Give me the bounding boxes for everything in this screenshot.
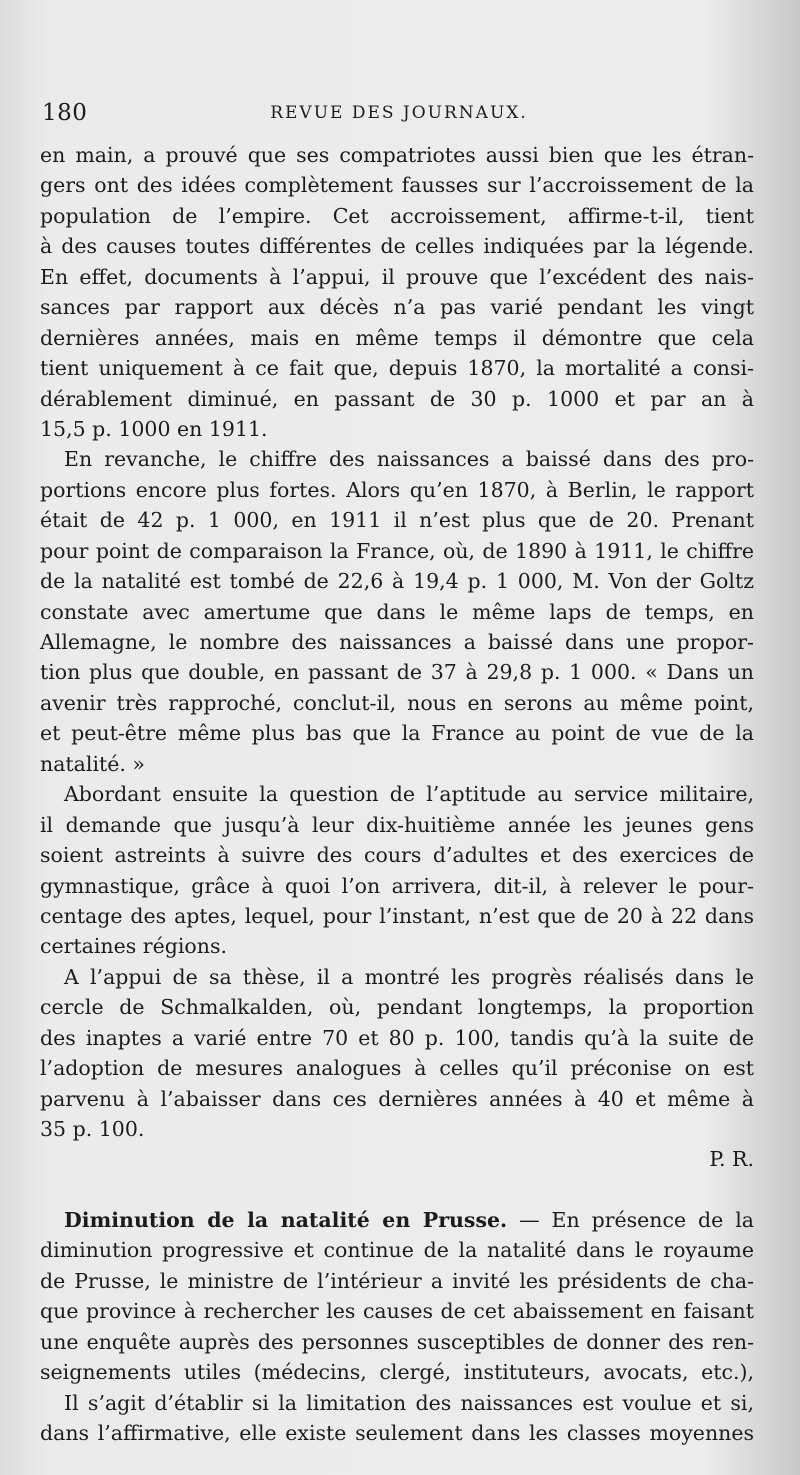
text-line: de Prusse, le ministre de l’intérieur a invité les présidents de cha- [40, 1268, 754, 1293]
section-gap [40, 1175, 754, 1205]
text-line: En revanche, le chiffre des naissances a baissé dans des pro- [64, 447, 754, 472]
text-line: population de l’empire. Cet accroissement, affirme-t-il, tient [40, 203, 754, 228]
text-line: des inaptes a varié entre 70 et 80 p. 100, tandis qu’à la suite de [40, 1025, 754, 1050]
text-line: et peut-être même plus bas que la France au point de vue de la [40, 721, 754, 746]
text-line: sances par rapport aux décès n’a pas varié pendant les vingt [40, 295, 754, 320]
text-line: il demande que jusqu’à leur dix-huitième année les jeunes gens [40, 812, 754, 837]
running-head [42, 100, 756, 134]
paragraph-continuation [40, 140, 754, 444]
text-line: l’adoption de mesures analogues à celles qu’il préconise on est [40, 1056, 754, 1081]
text-line: de la natalité est tombé de 22,6 à 19,4 p. 1 000, M. Von der Goltz [40, 569, 754, 594]
text-line: dernières années, mais en même temps il démontre que cela [40, 325, 754, 350]
page-number: 180 [42, 100, 88, 126]
text-line: que province à rechercher les causes de cet abaissement en faisant [40, 1299, 754, 1324]
text-line: dans l’affirmative, elle existe seulement dans les classes moyennes [40, 1420, 754, 1445]
paragraph-natality-comparison [40, 444, 754, 779]
text-line: En effet, documents à l’appui, il prouve que l’excédent des nais- [40, 264, 754, 289]
text-line: 35 p. 100. [40, 1117, 145, 1141]
section-heading-continuation: — En présence de la [507, 1207, 754, 1232]
text-line: natalité. » [40, 751, 145, 776]
author-signature: P. R. [709, 1147, 754, 1172]
text-line: A l’appui de sa thèse, il a montré les progrès réalisés dans le [64, 964, 754, 989]
text-line: dérablement diminué, en passant de 30 p. 1000 et par an à [40, 386, 754, 411]
text-line: portions encore plus fortes. Alors qu’en 1870, à Berlin, le rapport [40, 477, 754, 502]
text-line: soient astreints à suivre des cours d’adultes et des exercices de [40, 843, 754, 868]
paragraph-schmalkalden [40, 962, 754, 1145]
text-line: gers ont des idées complètement fausses sur l’accroissement de la [40, 173, 754, 198]
text-line: parvenu à l’abaisser dans ces dernières années à 40 et même à [40, 1086, 754, 1111]
text-line: cercle de Schmalkalden, où, pendant longtemps, la proportion [40, 995, 754, 1020]
text-line: Allemagne, le nombre des naissances a baissé dans une propor- [40, 630, 754, 654]
text-line: en main, a prouvé que ses compatriotes aussi bien que les étran- [40, 143, 754, 167]
text-line: une enquête auprès des personnes susceptibles de donner des ren- [40, 1329, 754, 1354]
text-line: certaines régions. [40, 934, 227, 959]
article-body [40, 140, 754, 1448]
text-line: était de 42 p. 1 000, en 1911 il n’est plus que de 20. Prenant [40, 508, 754, 533]
journal-title: REVUE DES JOURNAUX. [270, 103, 528, 123]
text-line: Abordant ensuite la question de l’aptitude au service militaire, [64, 782, 754, 807]
section-natality-prussia [40, 1205, 754, 1449]
section-first-line [40, 1205, 754, 1235]
text-line: tient uniquement à ce fait que, depuis 1870, la mortalité a consi- [40, 356, 754, 381]
text-line: à des causes toutes différentes de celles indiquées par la légende. [40, 234, 754, 259]
text-line: diminution progressive et continue de la natalité dans le royaume [40, 1238, 754, 1263]
text-line: gymnastique, grâce à quoi l’on arrivera, dit-il, à relever le pour- [40, 873, 754, 898]
section-heading: Diminution de la natalité en Prusse. [64, 1207, 508, 1232]
text-line: constate avec amertume que dans le même laps de temps, en [40, 599, 754, 624]
paragraph-military-aptitude [40, 779, 754, 962]
text-line: pour point de comparaison la France, où, de 1890 à 1911, le chiffre [40, 538, 754, 563]
text-line: seignements utiles (médecins, clergé, instituteurs, avocats, etc.), [40, 1360, 754, 1385]
text-line: tion plus que double, en passant de 37 à 29,8 p. 1 000. « Dans un [40, 660, 754, 685]
text-line: 15,5 p. 1000 en 1911. [40, 416, 268, 441]
text-line: avenir très rapproché, conclut-il, nous en serons au même point, [40, 690, 754, 715]
text-line: Il s’agit d’établir si la limitation des naissances est voulue et si, [64, 1390, 754, 1415]
text-line: centage des aptes, lequel, pour l’instant, n’est que de 20 à 22 dans [40, 903, 754, 928]
